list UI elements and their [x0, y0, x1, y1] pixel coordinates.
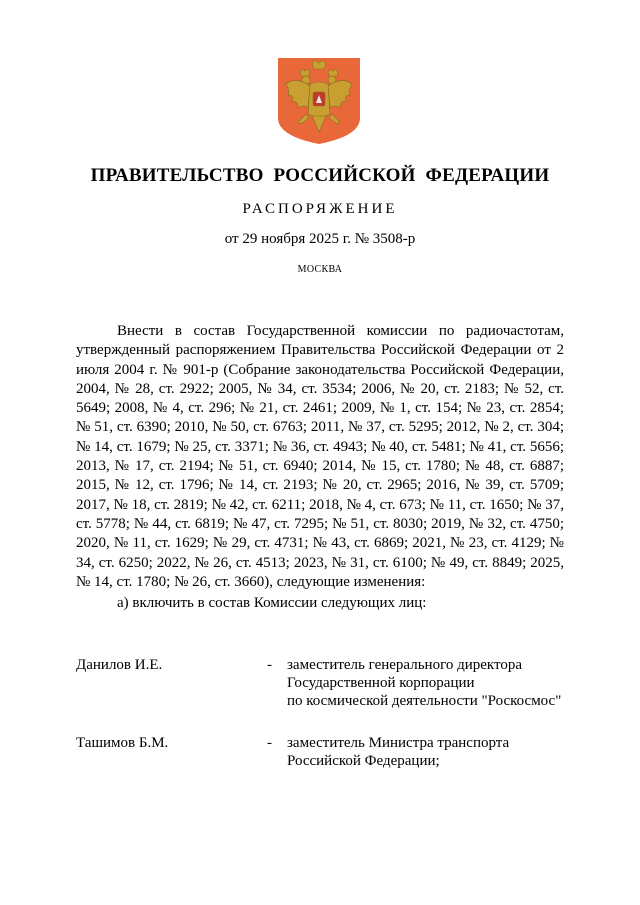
- member-entry: [76, 656, 576, 710]
- position-line: по космической деятельности "Роскосмос": [287, 693, 562, 709]
- order-body: [76, 322, 564, 613]
- member-entry: [76, 734, 576, 770]
- member-name: Ташимов Б.М.: [76, 735, 169, 751]
- main-paragraph: Внести в состав Государственной комиссии по радиочастотам, утвержденный распоряжением Правительства Российской Федерации от 2 июля 2004 г. № 901-р (Собрание законодательства Российской Федерации, 2004, № 28, ст. 2922; 2005, № 34, ст. 3534; 2006, № 20, ст. 2183; № 52, ст. 5649; 2008, № 4, ст. 296; № 21, ст. 2461; 2009, № 1, ст. 154; № 23, ст. 2854; № 51, ст. 6390; 2010, № 50, ст. 6763; 2011, № 37, ст. 5295; 2012, № 2, ст. 304; № 14, ст. 1679; № 25, ст. 3371; № 36, ст. 4943; № 40, ст. 5481; № 41, ст. 5656; 2013, № 17, ст. 2194; № 51, ст. 6940; 2014, № 15, ст. 1780; № 48, ст. 6887; 2015, № 12, ст. 1796; № 14, ст. 2193; № 20, ст. 2965; 2016, № 39, ст. 5709; 2017, № 18, ст. 2819; № 42, ст. 6211; 2018, № 4, ст. 673; № 11, ст. 1650; № 37, ст. 5778; № 44, ст. 6819; № 47, ст. 7295; № 51, ст. 8030; 2019, № 32, ст. 4750; 2020, № 11, ст. 1629; № 29, ст. 4731; № 43, ст. 6869; 2021, № 23, ст. 4129; № 34, ст. 6250; 2022, № 26, ст. 4513; 2023, № 31, ст. 6100; № 49, ст. 8849; 2025, № 14, ст. 1780; № 26, ст. 3660), следующие изменения:: [76, 323, 564, 590]
- coat-of-arms-emblem: [276, 56, 362, 146]
- government-title: ПРАВИТЕЛЬСТВО РОССИЙСКОЙ ФЕДЕРАЦИИ: [90, 165, 550, 186]
- position-line: Российской Федерации;: [287, 753, 440, 769]
- member-name: Данилов И.Е.: [76, 657, 163, 673]
- member-position: [287, 656, 576, 710]
- member-dash: -: [267, 735, 272, 751]
- position-line: заместитель Министра транспорта: [287, 735, 510, 751]
- item-a: а) включить в состав Комиссии следующих лиц:: [117, 595, 427, 612]
- member-position: [287, 734, 576, 770]
- members-list: [76, 656, 576, 794]
- document-date-number: от 29 ноября 2025 г. № 3508-р: [224, 231, 416, 247]
- double-headed-eagle-icon: [276, 56, 362, 146]
- document-type: РАСПОРЯЖЕНИЕ: [242, 201, 398, 217]
- member-dash: -: [267, 657, 272, 673]
- position-line: Государственной корпорации: [287, 675, 475, 691]
- position-line: заместитель генерального директора: [287, 657, 523, 673]
- city-name: МОСКВА: [297, 264, 343, 275]
